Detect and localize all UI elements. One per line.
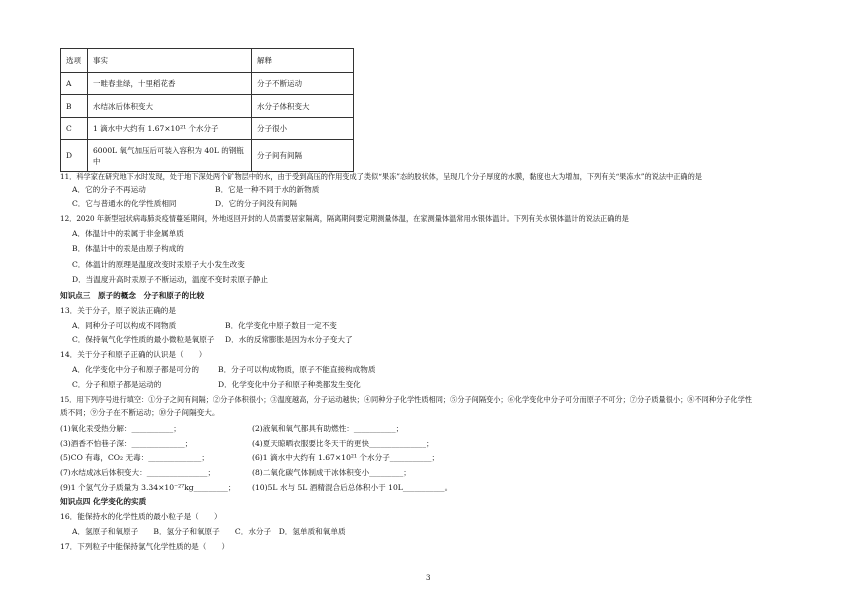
row-fact: 1 滴水中大约有 1.67×10²¹ 个水分子 (88, 118, 252, 140)
row-explanation: 分子很小 (252, 118, 354, 140)
q13-option-d: D．水的反常膨胀是因为水分子变大了 (225, 335, 353, 344)
q16-stem: 16．能保持水的化学性质的最小粒子是（ ） (60, 512, 222, 521)
table-row (61, 140, 354, 172)
q12-option-c: C．体温计的原理是温度改变时汞原子大小发生改变 (72, 260, 245, 269)
section-heading-3: 知识点三 原子的概念 分子和原子的比较 (60, 291, 205, 300)
q12-option-a: A．体温计中的汞属于非金属单质 (72, 229, 184, 238)
q15-stem-line2: 质不同；⑨分子在不断运动；⑩分子间隔变大。 (60, 408, 220, 417)
table-row (61, 118, 354, 140)
q12-option-b: B．体温计中的汞是由原子构成的 (72, 244, 184, 253)
q12-option-d: D．当温度升高时汞原子不断运动，温度不变时汞原子静止 (72, 275, 268, 284)
q15-item-4[interactable]: (4)夏天晾晒衣服要比冬天干的更快_______________； (252, 439, 434, 448)
q11-option-b: B．它是一种不同于水的新物质 (215, 185, 320, 194)
row-fact: 一畦春韭绿，十里稻花香 (88, 73, 252, 95)
table-row (61, 95, 354, 118)
q14-option-a: A．化学变化中分子和原子都是可分的 (72, 365, 199, 374)
header-explanation: 解释 (252, 49, 354, 73)
q15-item-7[interactable]: (7)水结成冰后体积变大：________________； (60, 468, 216, 477)
q15-item-6[interactable]: (6)1 滴水中大约有 1.67×10²¹ 个水分子___________； (252, 453, 440, 462)
q16-options: A．氢原子和氧原子 B．氢分子和氧原子 C．水分子 D．氢单质和氧单质 (72, 527, 346, 536)
page-number: 3 (426, 574, 431, 582)
q15-item-10[interactable]: (10)5L 水与 5L 酒精混合后总体积小于 10L___________。 (252, 483, 453, 492)
q15-item-9[interactable]: (9)1 个氢气分子质量为 3.34×10⁻²⁷kg_________； (60, 483, 236, 492)
q12-stem: 12．2020 年新型冠状病毒肺炎疫情蔓延期间，外地返回开封的人员需要居家隔离，隔离期间要定期测量体温，在家测量体温常用水银体温计。下列有关水银体温计的说法正确的是 (60, 214, 629, 223)
q15-item-1[interactable]: (1)氧化汞受热分解：___________； (60, 424, 181, 433)
q15-item-8[interactable]: (8)二氧化碳气体制成干冰体积变小_________； (252, 468, 411, 477)
q11-option-a: A．它的分子不再运动 (72, 185, 146, 194)
q15-item-3[interactable]: (3)酒香不怕巷子深：______________； (60, 439, 193, 448)
row-fact-line1: 6000L 氧气加压后可装入容积为 40L 的钢瓶 (93, 145, 244, 155)
facts-table (60, 48, 354, 172)
q11-option-c: C．它与普通水的化学性质相同 (72, 199, 177, 208)
q14-option-c: C．分子和原子都是运动的 (72, 380, 162, 389)
q13-option-a: A．同种分子可以构成不同物质 (72, 321, 177, 330)
header-fact: 事实 (88, 49, 252, 73)
q13-option-b: B．化学变化中原子数目一定不变 (225, 321, 337, 330)
q13-option-c: C．保持氧气化学性质的最小微粒是氧原子 (72, 335, 215, 344)
q14-option-b: B．分子可以构成物质，原子不能直接构成物质 (218, 365, 376, 374)
row-fact: 水结冰后体积变大 (88, 95, 252, 118)
row-fact-line2: 中 (93, 156, 101, 166)
row-explanation: 分子间有间隔 (252, 140, 354, 172)
section-heading-4: 知识点四 化学变化的实质 (60, 497, 147, 506)
q13-stem: 13．关于分子，原子说法正确的是 (60, 306, 176, 315)
row-option: D (61, 140, 88, 172)
q11-option-d: D．它的分子间没有间隔 (215, 199, 298, 208)
table-row (61, 73, 354, 95)
header-option: 选项 (61, 49, 88, 73)
q14-stem: 14．关于分子和原子正确的认识是（ ） (60, 350, 207, 359)
q15-stem-line1: 15．用下列序号进行填空：①分子之间有间隔；②分子体积很小；③温度越高，分子运动越快；④同种分子化学性质相同；⑤分子间隔变小；⑥化学变化中分子可分而原子不可分；⑦分子质量很小；⑧不同种分子化学性 (60, 395, 752, 404)
row-option: B (61, 95, 88, 118)
row-explanation: 分子不断运动 (252, 73, 354, 95)
row-option: A (61, 73, 88, 95)
q11-stem: 11．科学家在研究地下水时发现，处于地下深处两个矿物层中的水，由于受到高压的作用变成了类似“果冻”态的胶状体，呈现几个分子厚度的水膜，黏度也大为增加，下列有关“果冻水”的说法中正确的是 (60, 172, 702, 181)
q17-stem: 17．下列粒子中能保持氯气化学性质的是（ ） (60, 542, 230, 551)
q14-option-d: D．化学变化中分子和原子种类都发生变化 (218, 380, 361, 389)
q15-item-5[interactable]: (5)CO 有毒，CO₂ 无毒：______________； (60, 453, 210, 462)
table-header-row (61, 49, 354, 73)
row-option: C (61, 118, 88, 140)
row-explanation: 水分子体积变大 (252, 95, 354, 118)
row-fact (88, 140, 252, 172)
q15-item-2[interactable]: (2)液氧和氧气都具有助燃性：___________； (252, 424, 404, 433)
